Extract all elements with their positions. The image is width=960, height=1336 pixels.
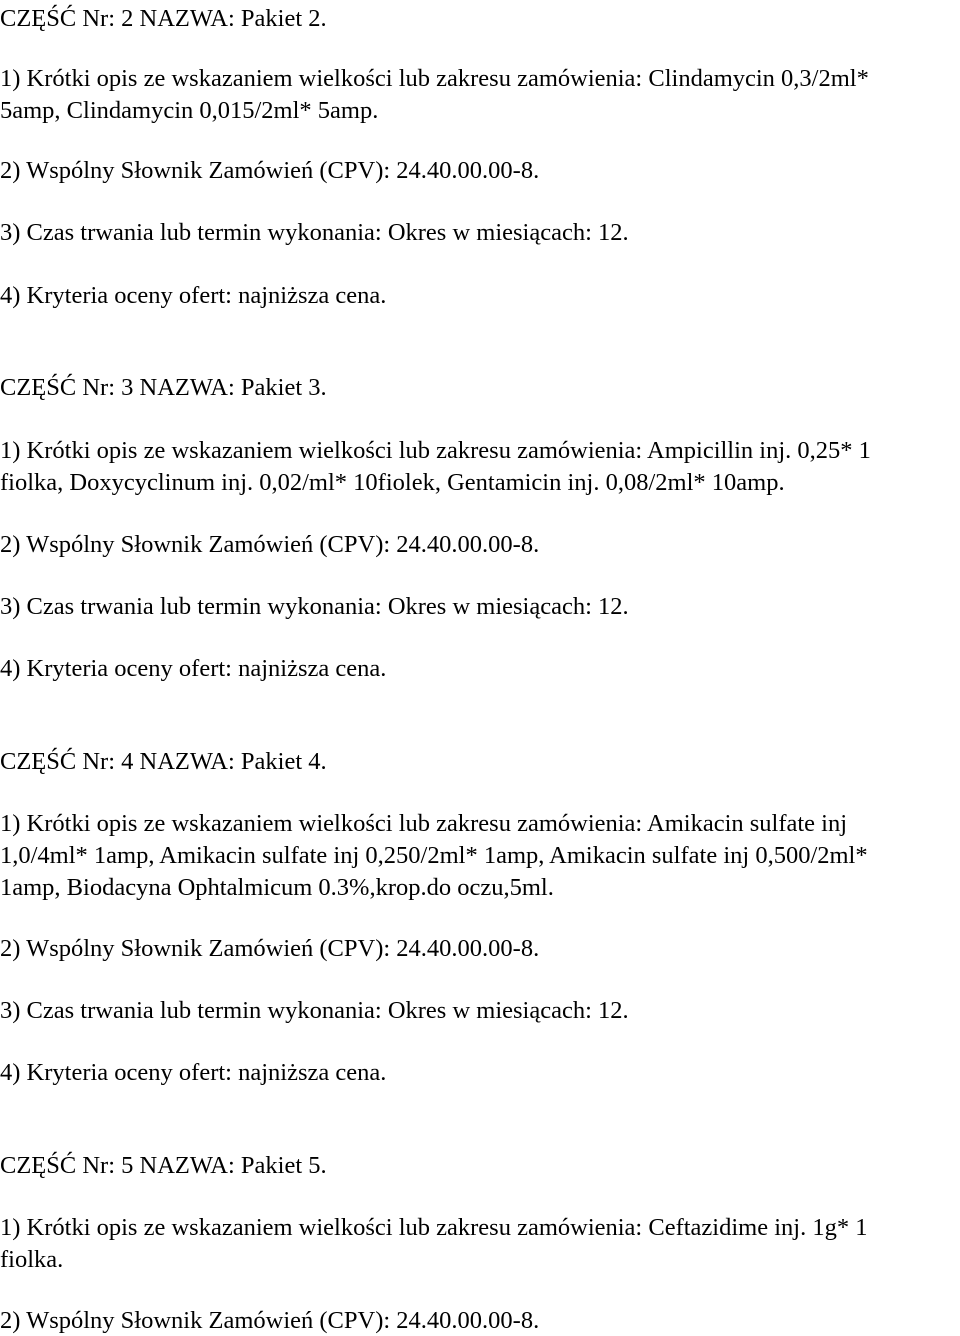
cpv-line: 2) Wspólny Słownik Zamówień (CPV): 24.40.00.00-8. <box>0 531 540 558</box>
description-line: fiolka, Doxycyclinum inj. 0,02/ml* 10fiolek, Gentamicin inj. 0,08/2ml* 10amp. <box>0 469 785 496</box>
criteria-line: 4) Kryteria oceny ofert: najniższa cena. <box>0 282 387 309</box>
description-line: 1) Krótki opis ze wskazaniem wielkości lub zakresu zamówienia: Ceftazidime inj. 1g* 1 <box>0 1214 868 1241</box>
description-line: 1amp, Biodacyna Ophtalmicum 0.3%,krop.do oczu,5ml. <box>0 874 554 901</box>
section-header-pakiet-3: CZĘŚĆ Nr: 3 NAZWA: Pakiet 3. <box>0 374 327 401</box>
duration-line: 3) Czas trwania lub termin wykonania: Okres w miesiącach: 12. <box>0 997 629 1024</box>
duration-line: 3) Czas trwania lub termin wykonania: Okres w miesiącach: 12. <box>0 593 629 620</box>
description-line: 1,0/4ml* 1amp, Amikacin sulfate inj 0,250/2ml* 1amp, Amikacin sulfate inj 0,500/2ml* <box>0 842 868 869</box>
section-header-pakiet-2: CZĘŚĆ Nr: 2 NAZWA: Pakiet 2. <box>0 5 327 32</box>
duration-line: 3) Czas trwania lub termin wykonania: Okres w miesiącach: 12. <box>0 219 629 246</box>
description-line: fiolka. <box>0 1246 64 1273</box>
cpv-line: 2) Wspólny Słownik Zamówień (CPV): 24.40.00.00-8. <box>0 935 540 962</box>
criteria-line: 4) Kryteria oceny ofert: najniższa cena. <box>0 655 387 682</box>
criteria-line: 4) Kryteria oceny ofert: najniższa cena. <box>0 1059 387 1086</box>
description-line: 1) Krótki opis ze wskazaniem wielkości lub zakresu zamówienia: Amikacin sulfate inj <box>0 810 848 837</box>
description-line: 1) Krótki opis ze wskazaniem wielkości lub zakresu zamówienia: Clindamycin 0,3/2ml* <box>0 65 869 92</box>
cpv-line: 2) Wspólny Słownik Zamówień (CPV): 24.40.00.00-8. <box>0 1307 540 1334</box>
description-line: 1) Krótki opis ze wskazaniem wielkości lub zakresu zamówienia: Ampicillin inj. 0,25* 1 <box>0 437 871 464</box>
description-line: 5amp, Clindamycin 0,015/2ml* 5amp. <box>0 97 379 124</box>
section-header-pakiet-5: CZĘŚĆ Nr: 5 NAZWA: Pakiet 5. <box>0 1152 327 1179</box>
cpv-line: 2) Wspólny Słownik Zamówień (CPV): 24.40.00.00-8. <box>0 157 540 184</box>
section-header-pakiet-4: CZĘŚĆ Nr: 4 NAZWA: Pakiet 4. <box>0 748 327 775</box>
